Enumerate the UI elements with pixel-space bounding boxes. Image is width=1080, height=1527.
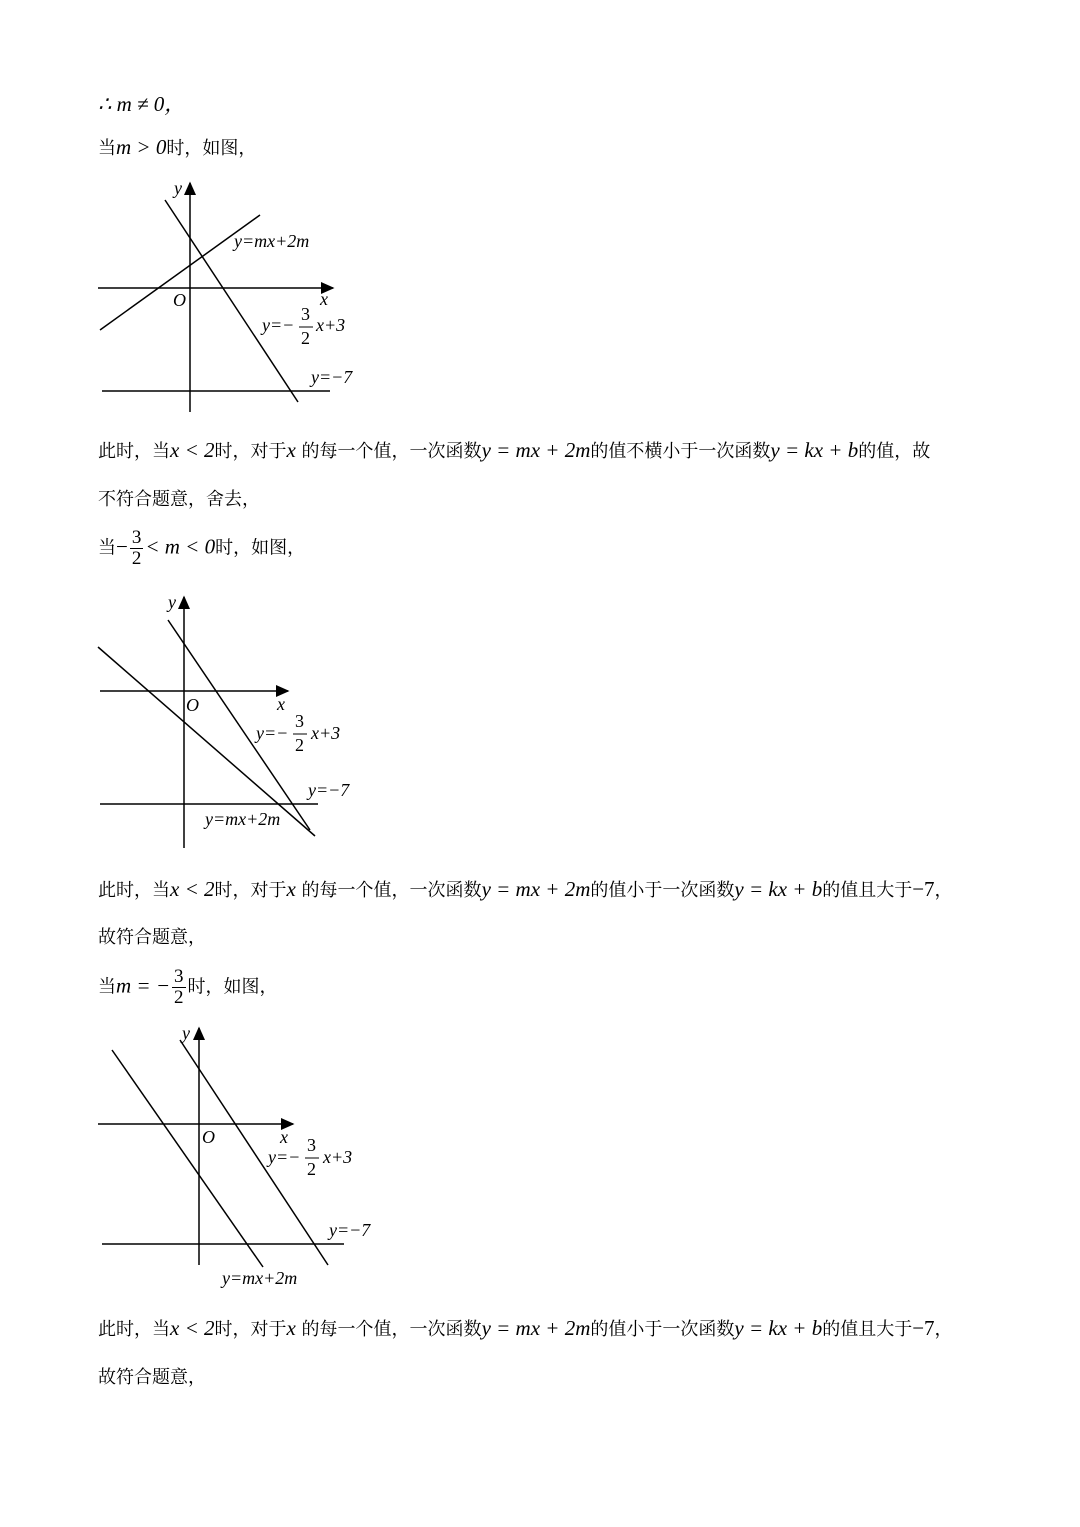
graph-2 [0, 585, 420, 855]
origin-label: O [186, 695, 199, 715]
text: 当 [98, 976, 116, 998]
label-line-k-num: 3 [301, 304, 310, 324]
text: 此时，当 [98, 1319, 170, 1340]
label-line-m: y=mx+2m [234, 231, 310, 251]
origin-label: O [173, 290, 186, 310]
label-line-k-den: 2 [301, 328, 310, 348]
numerator: 3 [131, 527, 142, 548]
value-minus-7: −7 [912, 877, 935, 901]
text: 的每一个值，一次函数 [295, 441, 482, 462]
therefore-m-neq-0: ∴ m ≠ 0， [98, 92, 186, 116]
x-axis-label: x [280, 1127, 288, 1147]
label-line-h: y=−7 [329, 1220, 371, 1240]
y-axis-label: y [182, 1023, 190, 1043]
text: 时，如图， [187, 976, 278, 998]
label-line-h: y=−7 [308, 780, 350, 800]
label-line-k-pre: y=− [262, 315, 295, 335]
text: 时，如图， [166, 138, 257, 159]
text: 当 [98, 138, 116, 159]
text-line-4 [98, 488, 260, 512]
label-line-k-num: 3 [295, 711, 304, 731]
text: 时，对于 [214, 1319, 287, 1340]
label-line-k-den: 2 [307, 1159, 316, 1179]
text: 不符合题意，舍去， [98, 489, 260, 510]
text-line-6 [98, 877, 953, 903]
condition: m > 0 [116, 135, 167, 159]
formula-kx: y = kx + b [734, 877, 823, 901]
label-line-k-post: x+3 [316, 315, 346, 335]
label-line-m: y=mx+2m [222, 1268, 298, 1288]
denominator: 2 [131, 548, 142, 569]
text: 故符合题意， [98, 1367, 206, 1388]
numerator: 3 [174, 966, 184, 987]
label-line-k-pre: y=− [268, 1147, 301, 1167]
text: 的值且大于 [822, 880, 913, 901]
text-line-7 [98, 926, 206, 950]
variable-x: x [286, 438, 296, 462]
fraction-3-2 [130, 528, 144, 569]
graph-3 [0, 1018, 420, 1293]
minus-sign: − [116, 534, 128, 559]
formula-mx: y = mx + 2m [481, 1316, 591, 1340]
label-line-k-den: 2 [295, 735, 304, 755]
m-equals: m = − [116, 973, 171, 998]
label-line-m: y=mx+2m [205, 809, 281, 829]
label-line-k-post: x+3 [311, 723, 341, 743]
origin-label: O [202, 1127, 215, 1147]
text-line-10 [98, 1366, 206, 1390]
text: 时，对于 [214, 880, 287, 901]
text-line-9 [98, 1316, 953, 1342]
text: ， [934, 880, 953, 901]
label-line-h: y=−7 [311, 367, 353, 387]
text: 此时，当 [98, 441, 170, 462]
text-line-1 [98, 92, 185, 118]
text: 的值小于一次函数 [590, 880, 735, 901]
text: 当 [98, 537, 116, 559]
text: 的值不横小于一次函数 [590, 441, 771, 462]
text: 此时，当 [98, 880, 170, 901]
condition: x < 2 [170, 438, 215, 462]
label-line-k-num: 3 [307, 1135, 316, 1155]
condition: x < 2 [170, 877, 215, 901]
text-line-2 [98, 135, 256, 161]
x-axis-label: x [277, 694, 285, 714]
line-k [168, 620, 310, 830]
condition: x < 2 [170, 1316, 215, 1340]
label-line-k-pre: y=− [256, 723, 289, 743]
text: 的每一个值，一次函数 [295, 880, 482, 901]
graph-1 [0, 170, 420, 420]
formula-kx: y = kx + b [770, 438, 859, 462]
text: 时，对于 [214, 441, 287, 462]
variable-x: x [286, 1316, 296, 1340]
text: 的值小于一次函数 [590, 1319, 735, 1340]
text-line-3 [98, 438, 930, 464]
y-axis-label: y [168, 592, 176, 612]
text: 故符合题意， [98, 927, 206, 948]
formula-kx: y = kx + b [734, 1316, 823, 1340]
condition: < m < 0 [145, 534, 216, 559]
fraction-3-2 [172, 967, 186, 1008]
y-axis-label: y [174, 178, 182, 198]
x-axis-label: x [320, 289, 328, 309]
text: 的每一个值，一次函数 [295, 1319, 482, 1340]
label-line-k-post: x+3 [323, 1147, 353, 1167]
variable-x: x [286, 877, 296, 901]
text: 时，如图， [215, 537, 306, 559]
line-k [180, 1040, 328, 1265]
text-line-8 [98, 967, 278, 1008]
value-minus-7: −7 [912, 1316, 935, 1340]
text: 的值且大于 [822, 1319, 913, 1340]
text: 的值，故 [858, 441, 931, 462]
formula-mx: y = mx + 2m [481, 877, 591, 901]
text-line-5 [98, 528, 305, 569]
denominator: 2 [174, 987, 184, 1008]
text: ， [934, 1319, 953, 1340]
formula-mx: y = mx + 2m [481, 438, 591, 462]
line-mx-2m [112, 1050, 263, 1267]
